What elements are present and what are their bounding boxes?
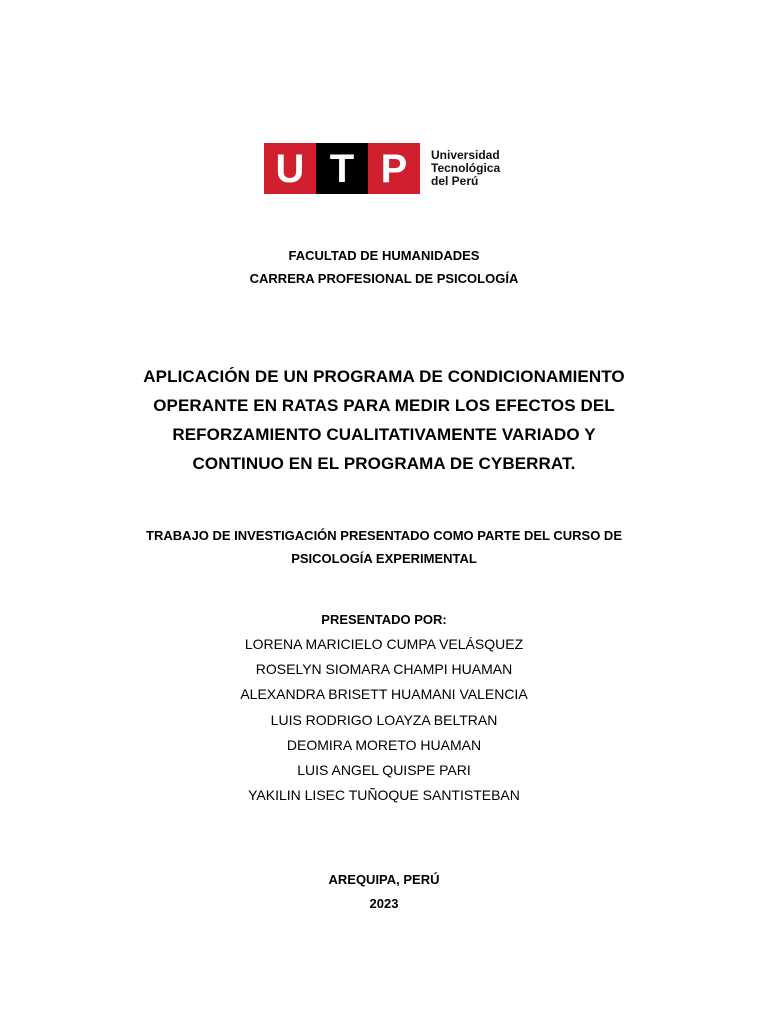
title-line: OPERANTE EN RATAS PARA MEDIR LOS EFECTOS DEL — [153, 396, 615, 415]
presented-by-label — [0, 609, 768, 631]
logo-letter-u: U — [264, 143, 316, 194]
location-text: AREQUIPA, PERÚ — [328, 872, 440, 887]
location — [0, 869, 768, 891]
logo-text-line: del Perú — [431, 174, 479, 188]
career-line: CARRERA PROFESIONAL DE PSICOLOGÍA — [249, 271, 519, 286]
year-text: 2023 — [369, 896, 399, 911]
document-subtitle — [0, 524, 768, 570]
document-title — [0, 362, 768, 478]
utp-logo-mark — [264, 143, 420, 194]
logo-letter-t: T — [316, 143, 368, 194]
logo-letter-p: P — [368, 143, 420, 194]
author-name: LUIS RODRIGO LOAYZA BELTRAN — [270, 711, 498, 728]
author-name: YAKILIN LISEC TUÑOQUE SANTISTEBAN — [248, 787, 520, 804]
logo-text-line: Universidad — [431, 148, 500, 162]
faculty-line: FACULTAD DE HUMANIDADES — [288, 248, 480, 263]
author-name: ALEXANDRA BRISETT HUAMANI VALENCIA — [240, 686, 528, 703]
logo-text-line: Tecnológica — [431, 161, 501, 175]
title-line: CONTINUO EN EL PROGRAMA DE CYBERRAT. — [192, 454, 576, 473]
author-name: DEOMIRA MORETO HUAMAN — [286, 736, 482, 753]
utp-logo-wordmark — [431, 149, 500, 188]
subtitle-line: TRABAJO DE INVESTIGACIÓN PRESENTADO COMO PARTE DEL CURSO DE — [146, 528, 622, 543]
year — [0, 893, 768, 915]
title-line: APLICACIÓN DE UN PROGRAMA DE CONDICIONAMIENTO — [143, 367, 625, 386]
author-name: LORENA MARICIELO CUMPA VELÁSQUEZ — [244, 636, 524, 652]
author-name: ROSELYN SIOMARA CHAMPI HUAMAN — [255, 661, 513, 678]
faculty-heading — [0, 244, 768, 290]
author-list — [0, 632, 768, 808]
subtitle-line: PSICOLOGÍA EXPERIMENTAL — [291, 551, 477, 566]
presented-by-text: PRESENTADO POR: — [321, 612, 447, 627]
author-name: LUIS ANGEL QUISPE PARI — [297, 762, 471, 779]
utp-logo — [264, 143, 500, 194]
title-line: REFORZAMIENTO CUALITATIVAMENTE VARIADO Y — [172, 425, 596, 444]
